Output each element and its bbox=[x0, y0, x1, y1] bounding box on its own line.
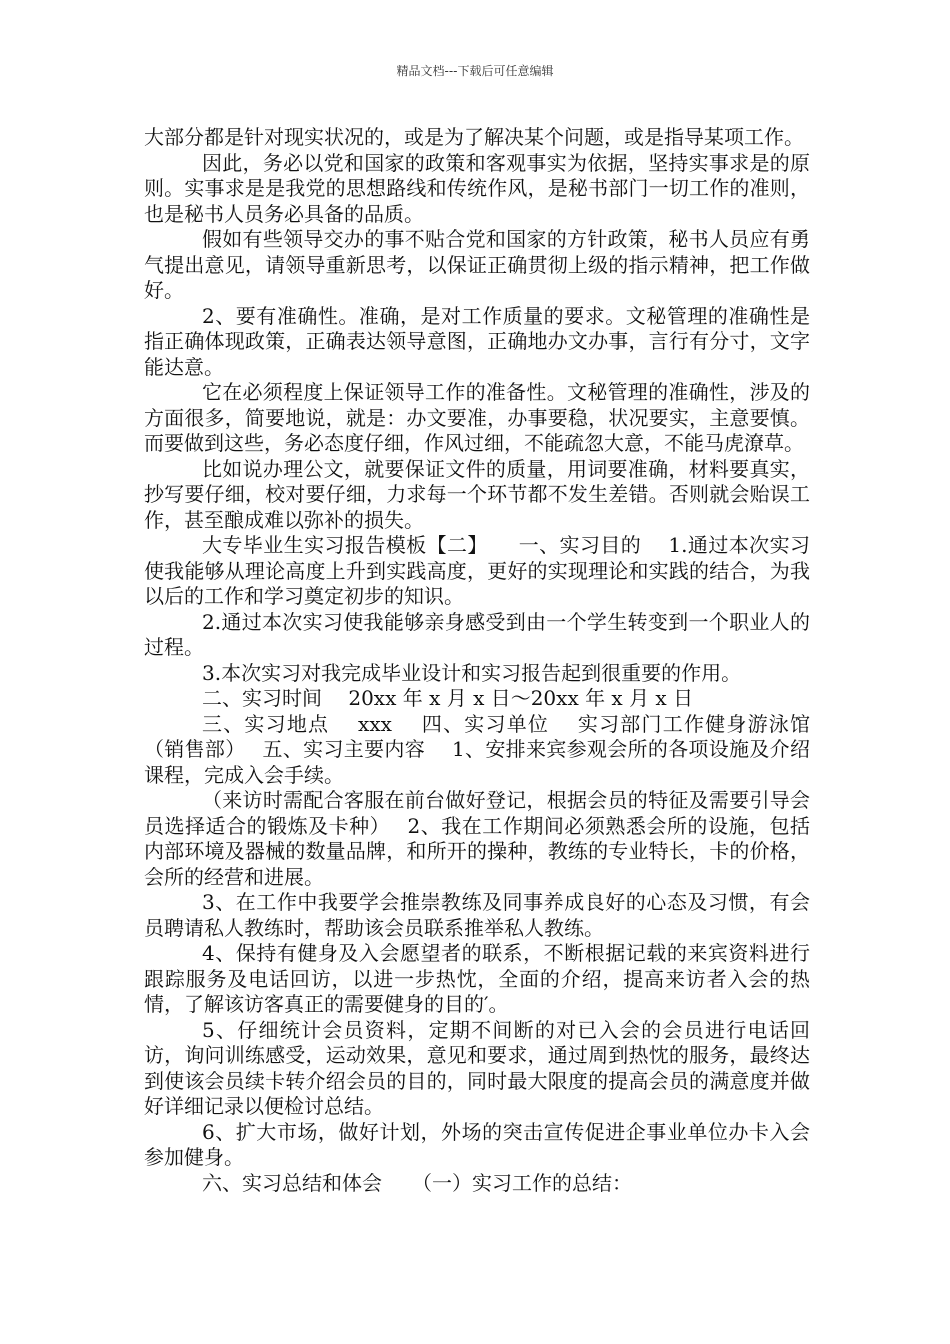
paragraph: （来访时需配合客服在前台做好登记，根据会员的特征及需要引导会员选择适合的锻炼及卡种） 2、我在工作期间必须熟悉会所的设施，包括内部环境及器械的数量品牌，和所开的操种，教练的专业特长，卡的价格，会所的经营和进展。 bbox=[144, 788, 810, 889]
paragraph: 比如说办理公文，就要保证文件的质量，用词要准确，材料要真实，抄写要仔细，校对要仔细，力求每一个环节都不发生差错。否则就会贻误工作，甚至酿成难以弥补的损失。 bbox=[144, 456, 810, 532]
document-body bbox=[144, 125, 810, 1196]
paragraph: 6、扩大市场，做好计划，外场的突击宣传促进企事业单位办卡入会参加健身。 bbox=[144, 1119, 810, 1169]
paragraph: 三、实习地点 xxx 四、实习单位 实习部门工作健身游泳馆（销售部） 五、实习主要内容 1、安排来宾参观会所的各项设施及介绍课程，完成入会手续。 bbox=[144, 711, 810, 787]
paragraph: 3.本次实习对我完成毕业设计和实习报告起到很重要的作用。 bbox=[202, 660, 742, 685]
paragraph: 4、保持有健身及入会愿望者的联系，不断根据记载的来宾资料进行跟踪服务及电话回访，以进一步热忱，全面的介绍，提高来访者入会的热情，了解该访客真正的需要健身的目的′。 bbox=[144, 941, 810, 1016]
paragraph: 3、在工作中我要学会推崇教练及同事养成良好的心态及习惯，有会员聘请私人教练时，帮助该会员联系推举私人教练。 bbox=[144, 890, 810, 940]
paragraph: 2、要有准确性。准确，是对工作质量的要求。文秘管理的准确性是指正确体现政策，正确表达领导意图，正确地办文办事，言行有分寸，文字能达意。 bbox=[144, 303, 810, 379]
paragraph: 大专毕业生实习报告模板【二】 一、实习目的 1.通过本次实习使我能够从理论高度上升到实践高度，更好的实现理论和实践的结合，为我以后的工作和学习奠定初步的知识。 bbox=[144, 533, 810, 608]
paragraph: 大部分都是针对现实状况的，或是为了解决某个问题，或是指导某项工作。 bbox=[144, 125, 804, 149]
paragraph: 它在必须程度上保证领导工作的准备性。文秘管理的准确性，涉及的方面很多，简要地说，就是：办文要准，办事要稳，状况要实，主意要慎。而要做到这些，务必态度仔细，作风过细，不能疏忽大意，不能马虎潦草。 bbox=[144, 380, 810, 455]
paragraph: 六、实习总结和体会 （一）实习工作的总结： bbox=[202, 1170, 632, 1195]
paragraph: 二、实习时间 20xx 年 x 月 x 日～20xx 年 x 月 x 日 bbox=[202, 686, 694, 710]
paragraph: 5、仔细统计会员资料，定期不间断的对已入会的会员进行电话回访，询问训练感受，运动效果，意见和要求，通过周到热忱的服务，最终达到使该会员续卡转介绍会员的目的，同时最大限度的提高会员的满意度并做好详细记录以便检讨总结。 bbox=[144, 1017, 810, 1118]
paragraph: 因此，务必以党和国家的政策和客观事实为依据，坚持实事求是的原则。实事求是是我党的思想路线和传统作风，是秘书部门一切工作的准则，也是秘书人员务必具备的品质。 bbox=[144, 150, 810, 226]
paragraph: 假如有些领导交办的事不贴合党和国家的方针政策，秘书人员应有勇气提出意见，请领导重新思考，以保证正确贯彻上级的指示精神，把工作做好。 bbox=[144, 227, 810, 302]
page-header: 精品文档---下载后可任意编辑 bbox=[396, 64, 554, 78]
paragraph: 2.通过本次实习使我能够亲身感受到由一个学生转变到一个职业人的过程。 bbox=[144, 609, 810, 659]
